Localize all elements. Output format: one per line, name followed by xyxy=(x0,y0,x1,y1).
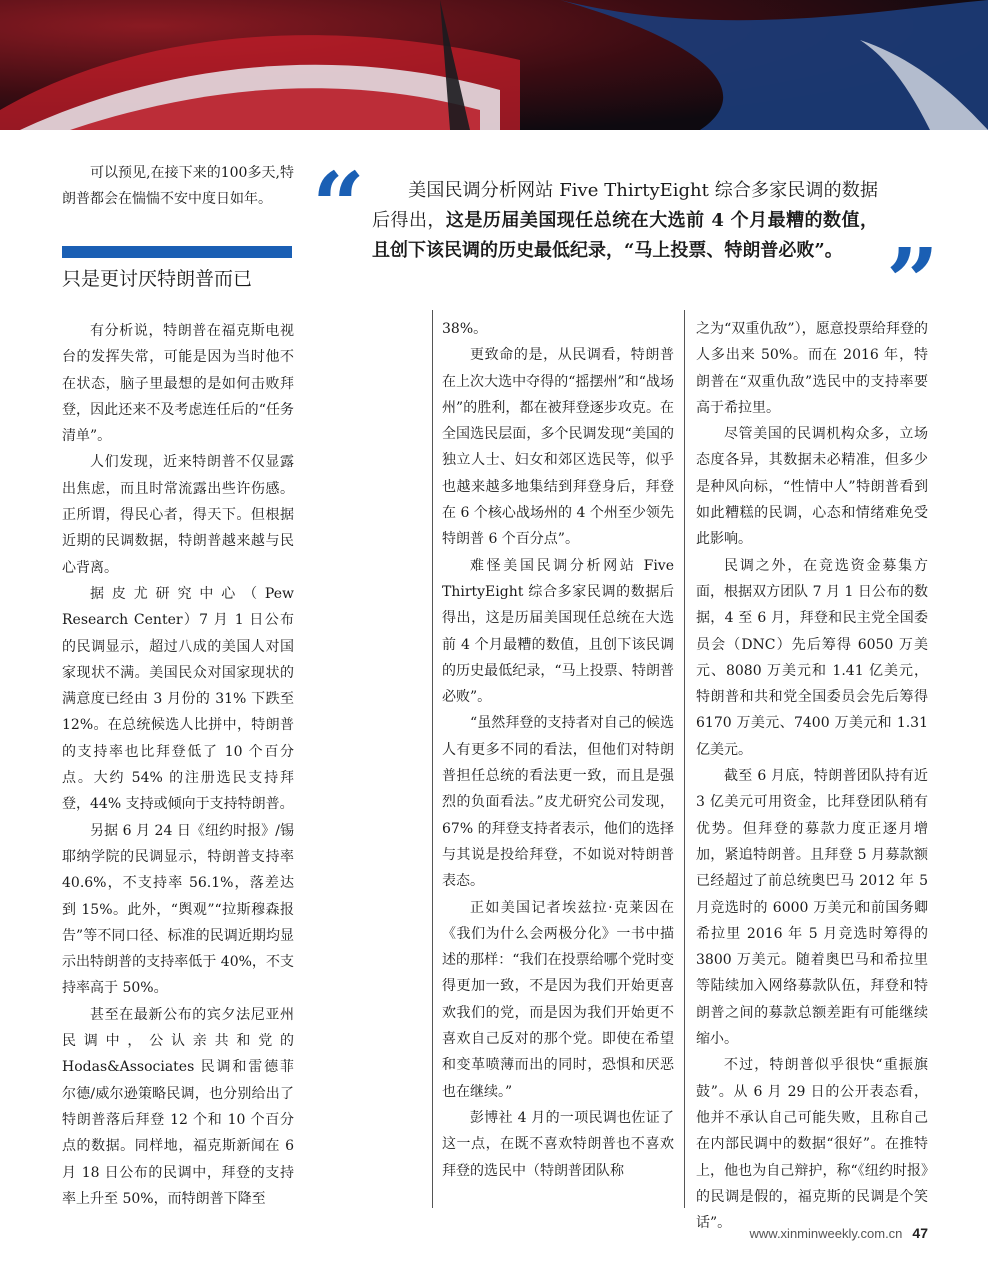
open-quote-mark: “ xyxy=(312,152,365,260)
paragraph: 更致命的是，从民调看，特朗普在上次大选中夺得的“摇摆州”和“战场州”的胜利，都在被拜登逐步攻克。在全国选民层面，多个民调发现“美国的独立人士、妇女和郊区选民等，似乎也越来越多地集结到拜登身后，拜登在 6 个核心战场州的 4 个州至少领先特朗普 6 个百分点”。 xyxy=(442,347,674,548)
pull-quote-bold: 这是历届美国现任总统在大选前 4 个月最糟的数值，且创下该民调的历史最低纪录，“马上投票、特朗普必败”。 xyxy=(372,210,878,261)
paragraph: 有分析说，特朗普在福克斯电视台的发挥失常，可能是因为当时他不在状态，脑子里最想的是如何击败拜登，因此还来不及考虑连任后的“任务清单”。 xyxy=(62,323,294,445)
paragraph: 另据 6 月 24 日《纽约时报》/锡耶纳学院的民调显示，特朗普支持率 40.6%，不支持率 56.1%，落差达到 15%。此外，“舆观”“拉斯穆森报告”等不同口径、标准的民调近期均显示出特朗普的支持率低于 40%，不支持率高于 50%。 xyxy=(62,822,294,997)
close-quote-mark: ” xyxy=(886,228,939,336)
hero-image xyxy=(0,0,988,130)
column-1 xyxy=(62,318,294,1212)
paragraph: 之为“双重仇敌”），愿意投票给拜登的人多出来 50%。而在 2016 年，特朗普在“双重仇敌”选民中的支持率要高于希拉里。 xyxy=(696,321,928,416)
section-title: 只是更讨厌特朗普而已 xyxy=(62,268,253,290)
paragraph: “虽然拜登的支持者对自己的候选人有更多不同的看法，但他们对特朗普担任总统的看法更一致，而且是强烈的负面看法。”皮尤研究公司发现，67% 的拜登支持者表示，他们的选择与其说是投给拜登，不如说对特朗普表态。 xyxy=(442,715,674,890)
intro-paragraph xyxy=(62,160,294,212)
column-2 xyxy=(442,316,674,1184)
pull-quote-normal: 美国民调分析网站 Five ThirtyEight 综合多家民调的数据后得出， xyxy=(372,180,878,231)
paragraph: 截至 6 月底，特朗普团队持有近 3 亿美元可用资金，比拜登团队稍有优势。但拜登的募款力度正逐月增加，紧追特朗普。且拜登 5 月募款额已经超过了前总统奥巴马 2012 年 5 月竞选时的 6000 万美元和前国务卿希拉里 2016 年 5 月竞选时筹得的 3800 万美元。随着奥巴马和希拉里等陆续加入网络募款队伍，拜登和特朗普之间的募款总额差距有可能继续缩小。 xyxy=(696,768,928,1048)
paragraph: 人们发现，近来特朗普不仅显露出焦虑，而且时常流露出些许伤感。正所谓，得民心者，得天下。但根据近期的民调数据，特朗普越来越与民心背离。 xyxy=(62,454,294,576)
intro-text: 可以预见,在接下来的100多天,特朗普都会在惴惴不安中度日如年。 xyxy=(62,165,294,207)
paragraph: 不过，特朗普似乎很快“重振旗鼓”。从 6 月 29 日的公开表态看，他并不承认自己可能失败，且称自己在内部民调中的数据“很好”。在推特上，他也为自己辩护，称“《纽约时报》的民调是假的，福克斯的民调是个笑话”。 xyxy=(696,1057,928,1232)
paragraph: 正如美国记者埃兹拉·克莱因在《我们为什么会两极分化》一书中描述的那样：“我们在投票给哪个党时变得更加一致，不是因为我们开始更喜欢我们的党，而是因为我们开始更不喜欢自己反对的那个党。即使在希望和变革喷薄而出的同时，恐惧和厌恶也在继续。” xyxy=(442,899,674,1100)
paragraph: 难怪美国民调分析网站 Five ThirtyEight 综合多家民调的数据后得出，这是历届美国现任总统在大选前 4 个月最糟的数值，且创下该民调的历史最低纪录，“马上投票、特朗普必败”。 xyxy=(442,557,674,706)
column-divider xyxy=(432,310,433,1208)
paragraph: 甚至在最新公布的宾夕法尼亚州民调中，公认亲共和党的 Hodas&Associates 民调和雷德菲尔德/威尔逊策略民调，也分别给出了特朗普落后拜登 12 个和 10 个百分点的数据。同样地，福克斯新闻在 6 月 18 日公布的民调中，拜登的支持率上升至 50%，而特朗普下降至 xyxy=(62,1006,294,1207)
paragraph: 尽管美国的民调机构众多，立场态度各异，其数据未必精准，但多少是种风向标，“性情中人”特朗普看到如此糟糕的民调，心态和情绪难免受此影响。 xyxy=(696,426,928,548)
column-divider xyxy=(684,310,685,1208)
pull-quote xyxy=(372,176,878,266)
page-number: 47 xyxy=(912,1225,928,1241)
paragraph: 民调之外，在竞选资金募集方面，根据双方团队 7 月 1 日公布的数据，4 至 6 月，拜登和民主党全国委员会（DNC）先后筹得 6050 万美元、8080 万美元和 1.41 亿美元，特朗普和共和党全国委员会先后筹得 6170 万美元、7400 万美元和 1.31 亿美元。 xyxy=(696,557,928,758)
section-bar xyxy=(62,246,292,258)
paragraph: 38%。 xyxy=(442,321,488,337)
site-url[interactable]: www.xinminweekly.com.cn xyxy=(749,1226,903,1241)
column-3 xyxy=(696,316,928,1236)
paragraph: 彭博社 4 月的一项民调也佐证了这一点，在既不喜欢特朗普也不喜欢拜登的选民中（特朗普团队称 xyxy=(442,1109,674,1179)
paragraph: 据皮尤研究中心（Pew Research Center）7 月 1 日公布的民调显示，超过八成的美国人对国家现状不满。美国民众对国家现状的满意度已经由 3 月份的 31% 下跌至 12%。在总统候选人比拼中，特朗普的支持率也比拜登低了 10 个百分点。大约 54% 的注册选民支持拜登，44% 支持或倾向于支持特朗普。 xyxy=(62,585,294,813)
page-footer xyxy=(750,1225,929,1241)
